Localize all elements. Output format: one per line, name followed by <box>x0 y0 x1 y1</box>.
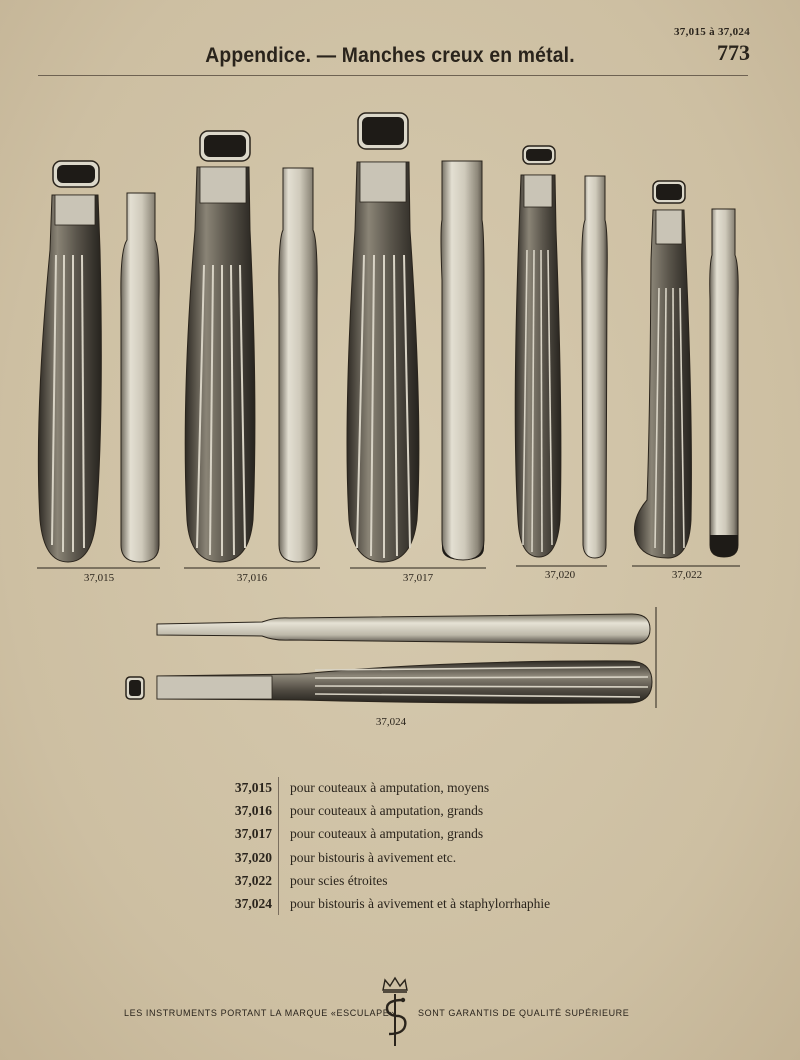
figure-label-37017: 37,017 <box>402 572 434 584</box>
item-code: 37,017 <box>234 826 272 842</box>
handle-37020-plain <box>582 176 607 558</box>
figure-label-37020: 37,020 <box>544 569 576 581</box>
handle-37017-fluted <box>347 113 419 562</box>
handle-37022-fluted <box>634 181 691 558</box>
handle-37015-fluted <box>38 161 101 562</box>
item-code: 37,024 <box>234 895 272 911</box>
figure-label-37024: 37,024 <box>375 716 407 728</box>
esculape-logo-icon <box>377 976 413 1048</box>
item-description: pour bistouris à avivement etc. <box>290 849 457 865</box>
handle-37020-fluted <box>515 146 561 557</box>
page-number: 773 <box>717 40 750 65</box>
handle-37016-fluted <box>185 131 255 562</box>
page-title: Appendice. — Manches creux en métal. <box>205 44 575 67</box>
figure-label-37016: 37,016 <box>236 572 268 584</box>
item-code: 37,020 <box>234 849 272 865</box>
footer-right-text: SONT GARANTIS DE QUALITÉ SUPÉRIEURE <box>418 1008 630 1018</box>
item-description: pour bistouris à avivement et à staphylorrhaphie <box>290 895 551 911</box>
handle-37024-fluted <box>126 661 652 703</box>
item-code: 37,015 <box>234 780 272 795</box>
handle-37017-plain <box>441 161 484 560</box>
item-code: 37,022 <box>234 872 272 888</box>
handle-37022-plain <box>710 209 738 557</box>
item-code: 37,016 <box>234 803 272 819</box>
list-item <box>200 847 640 870</box>
item-description: pour scies étroites <box>290 872 388 888</box>
handle-37016-plain <box>279 168 317 562</box>
list-item <box>200 800 640 823</box>
item-description: pour couteaux à amputation, grands <box>290 803 484 819</box>
list-item <box>200 893 640 916</box>
item-description: pour couteaux à amputation, grands <box>290 826 484 842</box>
list-item <box>200 823 640 846</box>
list-item <box>200 870 640 893</box>
item-list <box>200 777 640 916</box>
handle-37015-plain <box>121 193 159 562</box>
list-item <box>200 777 640 800</box>
figure-label-37022: 37,022 <box>671 569 703 581</box>
footer-left-text: LES INSTRUMENTS PORTANT LA MARQUE «ESCULAPE» <box>124 1008 395 1018</box>
item-description: pour couteaux à amputation, moyens <box>290 780 490 795</box>
page-range: 37,015 à 37,024 <box>674 26 750 38</box>
handle-37024-plain <box>157 614 650 644</box>
figure-label-37015: 37,015 <box>83 572 115 584</box>
